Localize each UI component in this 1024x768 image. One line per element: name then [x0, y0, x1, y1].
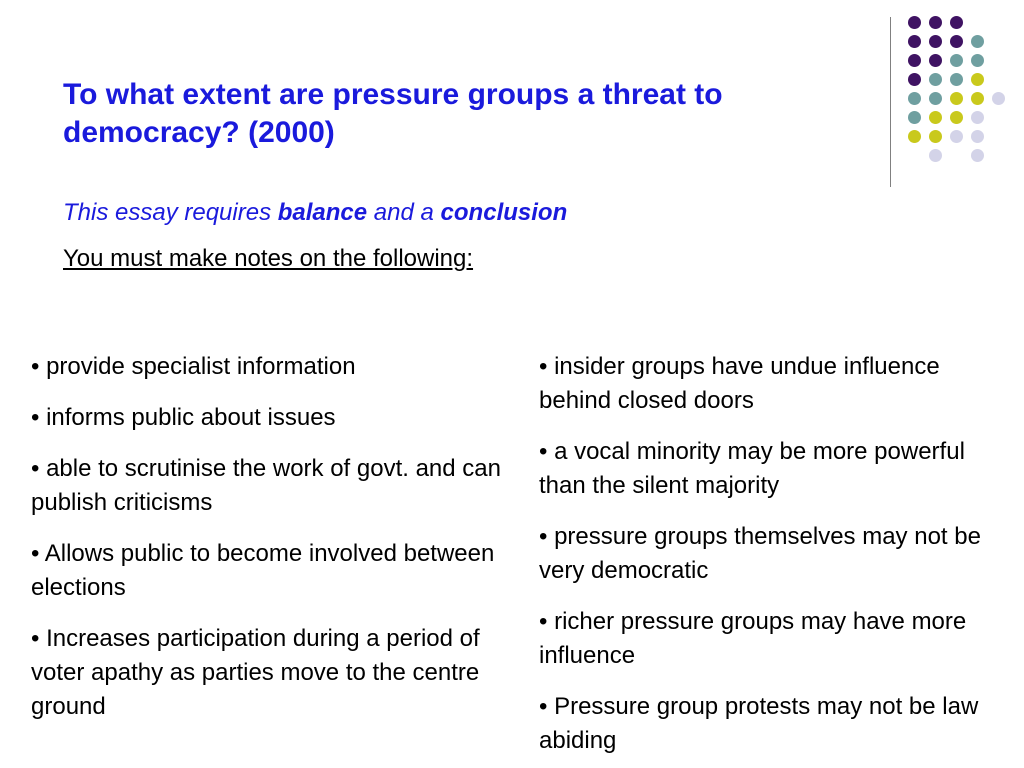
decor-dot — [929, 16, 942, 29]
left-bullet-1: • provide specialist information — [31, 353, 356, 380]
requirement-middle: and a — [367, 199, 441, 226]
essay-requirement — [63, 199, 567, 227]
right-bullet-column — [539, 350, 989, 768]
decor-dot — [971, 111, 984, 124]
decor-dot — [971, 54, 984, 67]
decorative-dot-grid — [908, 16, 1018, 166]
decor-dot — [908, 35, 921, 48]
decor-dot — [950, 111, 963, 124]
decor-dot — [950, 54, 963, 67]
decor-dot — [929, 111, 942, 124]
decor-dot — [950, 92, 963, 105]
decor-dot — [929, 54, 942, 67]
decor-dot — [950, 73, 963, 86]
right-bullet-4: • richer pressure groups may have more influence — [539, 608, 967, 669]
decor-dot — [929, 35, 942, 48]
decor-dot — [929, 149, 942, 162]
left-bullet-5: • Increases participation during a period of voter apathy as parties move to the centre ground — [31, 625, 480, 720]
decor-dot — [929, 92, 942, 105]
right-bullet-2: • a vocal minority may be more powerful than the silent majority — [539, 438, 965, 499]
decor-dot — [908, 92, 921, 105]
left-bullet-4: • Allows public to become involved between elections — [31, 540, 495, 601]
decor-dot — [950, 35, 963, 48]
decor-dot — [950, 16, 963, 29]
notes-instruction: You must make notes on the following: — [63, 245, 474, 272]
decorative-divider-line — [890, 17, 891, 187]
left-bullet-2: • informs public about issues — [31, 404, 336, 431]
slide-title: To what extent are pressure groups a threat to democracy? (2000) — [63, 78, 723, 149]
decor-dot — [908, 73, 921, 86]
decor-dot — [908, 54, 921, 67]
left-bullet-3: • able to scrutinise the work of govt. and can publish criticisms — [31, 455, 501, 516]
decor-dot — [908, 111, 921, 124]
decor-dot — [971, 73, 984, 86]
decor-dot — [929, 130, 942, 143]
right-bullet-3: • pressure groups themselves may not be very democratic — [539, 523, 981, 584]
decor-dot — [971, 35, 984, 48]
decor-dot — [971, 92, 984, 105]
decor-dot — [908, 16, 921, 29]
left-bullet-column — [31, 350, 501, 741]
decor-dot — [908, 130, 921, 143]
right-bullet-5: • Pressure group protests may not be law abiding — [539, 693, 979, 754]
decor-dot — [929, 73, 942, 86]
requirement-prefix: This essay requires — [63, 199, 278, 226]
decor-dot — [950, 130, 963, 143]
requirement-conclusion: conclusion — [440, 199, 568, 226]
decor-dot — [992, 92, 1005, 105]
right-bullet-1: • insider groups have undue influence behind closed doors — [539, 353, 940, 414]
decor-dot — [971, 130, 984, 143]
requirement-balance: balance — [277, 199, 368, 226]
decor-dot — [971, 149, 984, 162]
